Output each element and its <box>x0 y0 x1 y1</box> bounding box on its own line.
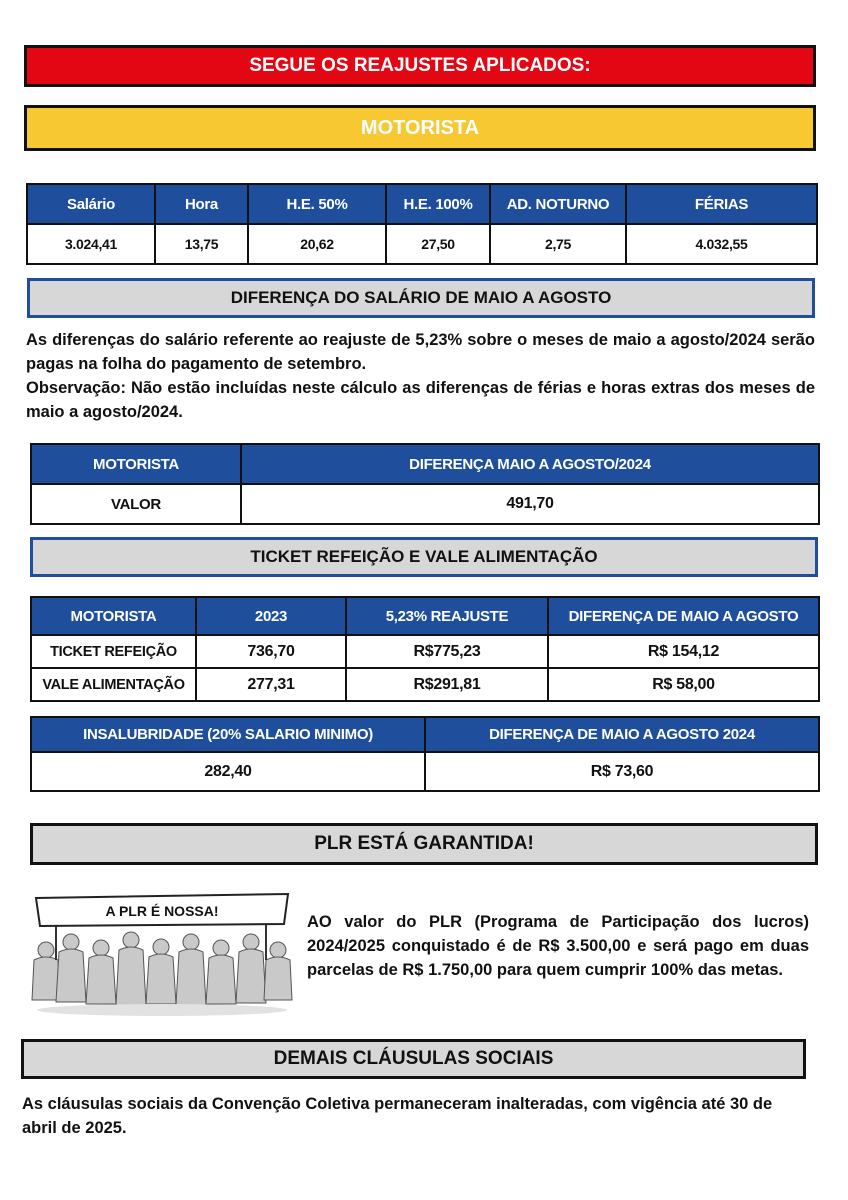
value-he-100: 27,50 <box>386 224 490 264</box>
header-banner <box>24 45 816 87</box>
plr-sign-text: A PLR É NOSSA! <box>105 903 219 919</box>
salary-diff-text-1: As diferenças do salário referente ao reajuste de 5,23% sobre o meses de maio a agosto/2024 serão pagas na folha do pagamento de setembro. <box>26 331 815 373</box>
ticket-row-label: TICKET REFEIÇÃO <box>31 635 196 668</box>
social-banner <box>21 1039 806 1079</box>
header-hora: Hora <box>155 184 248 224</box>
ticket-row-2023: 736,70 <box>196 635 346 668</box>
plr-paragraph <box>307 910 809 982</box>
salary-diff-title: DIFERENÇA DO SALÁRIO DE MAIO A AGOSTO <box>230 288 612 307</box>
ticket-row-reajuste: R$775,23 <box>346 635 548 668</box>
salary-diff-table <box>30 443 820 525</box>
table-row <box>31 668 819 701</box>
salary-diff-row-label: VALOR <box>31 484 241 524</box>
header-he-100: H.E. 100% <box>386 184 490 224</box>
plr-text: AO valor do PLR (Programa de Participação dos lucros) 2024/2025 conquistado é de R$ 3.500,00 e será pago em duas parcelas de R$ 1.750,00 para quem cumprir 100% das metas. <box>307 913 809 979</box>
header-ad-noturno: AD. NOTURNO <box>490 184 626 224</box>
value-salario: 3.024,41 <box>27 224 155 264</box>
insalubridade-table <box>30 716 820 792</box>
vale-row-reajuste: R$291,81 <box>346 668 548 701</box>
plr-protest-illustration <box>26 890 298 1020</box>
plr-title: PLR ESTÁ GARANTIDA! <box>314 833 534 854</box>
vale-row-label: VALE ALIMENTAÇÃO <box>31 668 196 701</box>
salary-header-row <box>27 184 817 224</box>
header-salario: Salário <box>27 184 155 224</box>
ticket-row-diferenca: R$ 154,12 <box>548 635 819 668</box>
salary-table <box>26 183 818 265</box>
ticket-header-reajuste: 5,23% REAJUSTE <box>346 597 548 635</box>
ticket-header-diferenca: DIFERENÇA DE MAIO A AGOSTO <box>548 597 819 635</box>
header-he-50: H.E. 50% <box>248 184 386 224</box>
ticket-title: TICKET REFEIÇÃO E VALE ALIMENTAÇÃO <box>250 547 598 566</box>
salary-value-row <box>27 224 817 264</box>
salary-diff-paragraph <box>26 328 815 424</box>
role-banner <box>24 105 816 151</box>
value-he-50: 20,62 <box>248 224 386 264</box>
insalubridade-value: 282,40 <box>31 752 425 791</box>
social-text: As cláusulas sociais da Convenção Coletiva permaneceram inalteradas, com vigência até 30 de abril de 2025. <box>22 1095 773 1137</box>
value-hora: 13,75 <box>155 224 248 264</box>
value-ferias: 4.032,55 <box>626 224 817 264</box>
header-title: SEGUE OS REAJUSTES APLICADOS: <box>249 55 591 76</box>
ticket-header-2023: 2023 <box>196 597 346 635</box>
salary-diff-row-value: 491,70 <box>241 484 819 524</box>
vale-row-diferenca: R$ 58,00 <box>548 668 819 701</box>
ticket-table <box>30 596 820 702</box>
insalubridade-header: INSALUBRIDADE (20% SALARIO MINIMO) <box>31 717 425 752</box>
social-paragraph <box>22 1092 787 1140</box>
vale-row-2023: 277,31 <box>196 668 346 701</box>
value-ad-noturno: 2,75 <box>490 224 626 264</box>
salary-diff-header-left: MOTORISTA <box>31 444 241 484</box>
ticket-banner <box>30 537 818 577</box>
insalubridade-diff-header: DIFERENÇA DE MAIO A AGOSTO 2024 <box>425 717 819 752</box>
salary-diff-banner <box>27 278 815 318</box>
social-title: DEMAIS CLÁUSULAS SOCIAIS <box>273 1048 554 1069</box>
ticket-header-motorista: MOTORISTA <box>31 597 196 635</box>
table-row <box>31 635 819 668</box>
role-title: MOTORISTA <box>360 116 480 139</box>
insalubridade-diff-value: R$ 73,60 <box>425 752 819 791</box>
salary-diff-text-2: Observação: Não estão incluídas neste cálculo as diferenças de férias e horas extras dos meses de maio a agosto/2024. <box>26 379 815 421</box>
plr-banner <box>30 823 818 865</box>
salary-diff-header-right: DIFERENÇA MAIO A AGOSTO/2024 <box>241 444 819 484</box>
header-ferias: FÉRIAS <box>626 184 817 224</box>
